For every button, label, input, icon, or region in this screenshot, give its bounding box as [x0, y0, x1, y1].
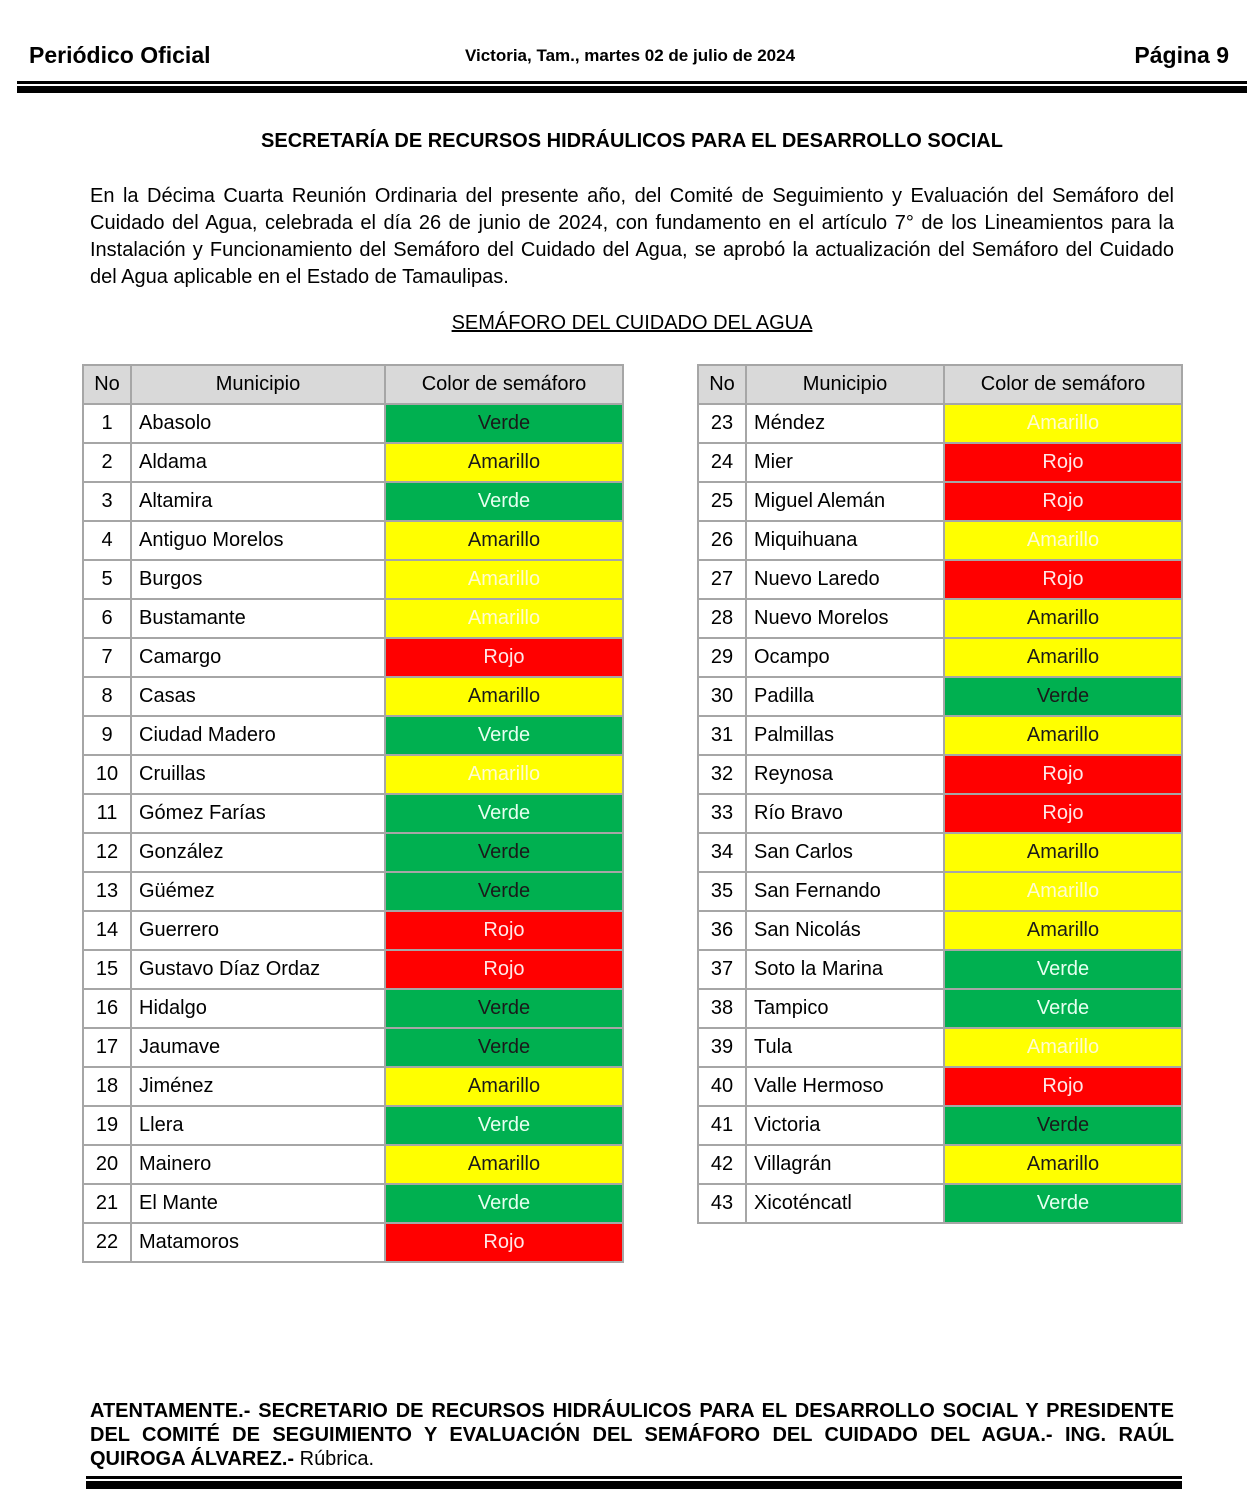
municipio-name: Xicoténcatl: [746, 1184, 944, 1223]
semaforo-color-cell: Amarillo: [944, 716, 1182, 755]
row-number: 24: [698, 443, 746, 482]
municipio-name: Camargo: [131, 638, 385, 677]
table-row: [698, 989, 1182, 1028]
municipio-name: Ciudad Madero: [131, 716, 385, 755]
municipio-name: San Fernando: [746, 872, 944, 911]
municipio-name: Padilla: [746, 677, 944, 716]
row-number: 34: [698, 833, 746, 872]
table-row: [83, 677, 623, 716]
col-header-no: No: [698, 365, 746, 404]
row-number: 41: [698, 1106, 746, 1145]
header-rule-thick: [17, 86, 1247, 93]
col-header-no: No: [83, 365, 131, 404]
table-row: [83, 872, 623, 911]
semaforo-color-cell: Verde: [385, 1184, 623, 1223]
municipio-name: González: [131, 833, 385, 872]
municipio-name: Aldama: [131, 443, 385, 482]
semaforo-color-cell: Amarillo: [385, 755, 623, 794]
municipio-name: El Mante: [131, 1184, 385, 1223]
municipio-name: San Carlos: [746, 833, 944, 872]
table-row: [83, 521, 623, 560]
table-row: [83, 950, 623, 989]
table-row: [698, 1145, 1182, 1184]
semaforo-color-cell: Rojo: [944, 1067, 1182, 1106]
table-row: [83, 599, 623, 638]
row-number: 17: [83, 1028, 131, 1067]
row-number: 13: [83, 872, 131, 911]
signature-text: ATENTAMENTE.- SECRETARIO DE RECURSOS HIDRÁULICOS PARA EL DESARROLLO SOCIAL Y PRESIDENTE DEL COMITÉ DE SEGUIMIENTO Y EVALUACIÓN DEL SEMÁFORO DEL CUIDADO DEL AGUA.- ING. RAÚL QUIROGA ÁLVAREZ.-: [90, 1400, 1174, 1470]
table-row: [83, 1106, 623, 1145]
table-row: [698, 1106, 1182, 1145]
row-number: 29: [698, 638, 746, 677]
semaforo-color-cell: Rojo: [385, 638, 623, 677]
col-header-municipio: Municipio: [746, 365, 944, 404]
row-number: 39: [698, 1028, 746, 1067]
row-number: 27: [698, 560, 746, 599]
table-header-row: [83, 365, 623, 404]
row-number: 12: [83, 833, 131, 872]
municipio-name: Casas: [131, 677, 385, 716]
semaforo-color-cell: Amarillo: [385, 443, 623, 482]
municipio-name: Altamira: [131, 482, 385, 521]
table-row: [698, 833, 1182, 872]
row-number: 43: [698, 1184, 746, 1223]
table-row: [83, 755, 623, 794]
row-number: 20: [83, 1145, 131, 1184]
publication-name: Periódico Oficial: [29, 42, 211, 68]
semaforo-color-cell: Amarillo: [385, 677, 623, 716]
row-number: 40: [698, 1067, 746, 1106]
municipio-name: San Nicolás: [746, 911, 944, 950]
row-number: 31: [698, 716, 746, 755]
semaforo-color-cell: Rojo: [944, 482, 1182, 521]
municipio-name: Matamoros: [131, 1223, 385, 1262]
row-number: 37: [698, 950, 746, 989]
table-row: [698, 950, 1182, 989]
row-number: 9: [83, 716, 131, 755]
semaforo-color-cell: Verde: [385, 794, 623, 833]
row-number: 15: [83, 950, 131, 989]
row-number: 36: [698, 911, 746, 950]
semaforo-color-cell: Verde: [385, 833, 623, 872]
semaforo-color-cell: Rojo: [944, 794, 1182, 833]
table-row: [83, 560, 623, 599]
row-number: 8: [83, 677, 131, 716]
table-row: [698, 560, 1182, 599]
row-number: 23: [698, 404, 746, 443]
row-number: 28: [698, 599, 746, 638]
row-number: 10: [83, 755, 131, 794]
semaforo-color-cell: Amarillo: [385, 599, 623, 638]
municipio-name: Burgos: [131, 560, 385, 599]
table-row: [698, 716, 1182, 755]
municipio-name: Jiménez: [131, 1067, 385, 1106]
municipio-name: Miguel Alemán: [746, 482, 944, 521]
intro-paragraph: En la Décima Cuarta Reunión Ordinaria del presente año, del Comité de Seguimiento y Evaluación del Semáforo del Cuidado del Agua, celebrada el día 26 de junio de 2024, con fundamento en el artículo 7° de los Lineamientos para la Instalación y Funcionamiento del Semáforo del Cuidado del Agua, se aprobó la actualización del Semáforo del Cuidado del Agua aplicable en el Estado de Tamaulipas.: [90, 185, 1174, 288]
footer-rule-thin: [86, 1476, 1182, 1479]
table-row: [698, 599, 1182, 638]
row-number: 16: [83, 989, 131, 1028]
row-number: 25: [698, 482, 746, 521]
table-row: [698, 1184, 1182, 1223]
semaforo-color-cell: Amarillo: [944, 404, 1182, 443]
row-number: 32: [698, 755, 746, 794]
semaforo-color-cell: Rojo: [385, 950, 623, 989]
table-row: [698, 872, 1182, 911]
table-row: [83, 404, 623, 443]
footer-rule-thick: [86, 1481, 1182, 1489]
table-row: [698, 521, 1182, 560]
semaforo-color-cell: Rojo: [944, 560, 1182, 599]
table-row: [698, 755, 1182, 794]
semaforo-color-cell: Verde: [385, 1028, 623, 1067]
municipio-name: Soto la Marina: [746, 950, 944, 989]
table-row: [83, 1223, 623, 1262]
row-number: 19: [83, 1106, 131, 1145]
municipio-name: Villagrán: [746, 1145, 944, 1184]
municipio-name: Antiguo Morelos: [131, 521, 385, 560]
table-row: [83, 833, 623, 872]
table-row: [698, 404, 1182, 443]
semaforo-table-left: [82, 364, 624, 1263]
semaforo-color-cell: Verde: [944, 989, 1182, 1028]
semaforo-color-cell: Rojo: [944, 755, 1182, 794]
municipio-name: Ocampo: [746, 638, 944, 677]
page-header: [0, 40, 1260, 70]
semaforo-color-cell: Verde: [385, 482, 623, 521]
semaforo-color-cell: Verde: [385, 716, 623, 755]
municipio-name: Abasolo: [131, 404, 385, 443]
table-row: [83, 716, 623, 755]
semaforo-color-cell: Amarillo: [944, 521, 1182, 560]
section-title: SECRETARÍA DE RECURSOS HIDRÁULICOS PARA EL DESARROLLO SOCIAL: [261, 130, 1003, 152]
municipio-name: Hidalgo: [131, 989, 385, 1028]
row-number: 3: [83, 482, 131, 521]
signature-rubrica: Rúbrica.: [294, 1448, 375, 1470]
municipio-name: Mier: [746, 443, 944, 482]
signature-block: [90, 1399, 1174, 1471]
semaforo-color-cell: Verde: [385, 1106, 623, 1145]
publication-date: Victoria, Tam., martes 02 de julio de 2024: [464, 46, 796, 65]
table-row: [698, 794, 1182, 833]
row-number: 7: [83, 638, 131, 677]
table-row: [83, 1067, 623, 1106]
semaforo-color-cell: Verde: [944, 1184, 1182, 1223]
row-number: 21: [83, 1184, 131, 1223]
semaforo-color-cell: Verde: [385, 872, 623, 911]
row-number: 30: [698, 677, 746, 716]
table-row: [83, 1145, 623, 1184]
col-header-color: Color de semáforo: [385, 365, 623, 404]
semaforo-color-cell: Amarillo: [944, 599, 1182, 638]
row-number: 1: [83, 404, 131, 443]
municipio-name: Mainero: [131, 1145, 385, 1184]
semaforo-color-cell: Amarillo: [944, 1028, 1182, 1067]
municipio-name: Bustamante: [131, 599, 385, 638]
semaforo-color-cell: Amarillo: [944, 1145, 1182, 1184]
table-title: SEMÁFORO DEL CUIDADO DEL AGUA: [451, 312, 813, 334]
semaforo-color-cell: Amarillo: [385, 1145, 623, 1184]
table-row: [83, 1028, 623, 1067]
row-number: 22: [83, 1223, 131, 1262]
semaforo-color-cell: Verde: [944, 950, 1182, 989]
municipio-name: Nuevo Morelos: [746, 599, 944, 638]
header-rule-thin: [17, 81, 1247, 84]
municipio-name: Tula: [746, 1028, 944, 1067]
row-number: 26: [698, 521, 746, 560]
row-number: 6: [83, 599, 131, 638]
table-row: [83, 1184, 623, 1223]
municipio-name: Guerrero: [131, 911, 385, 950]
semaforo-color-cell: Verde: [385, 989, 623, 1028]
semaforo-color-cell: Amarillo: [944, 638, 1182, 677]
municipio-name: Gómez Farías: [131, 794, 385, 833]
semaforo-color-cell: Verde: [944, 1106, 1182, 1145]
semaforo-color-cell: Rojo: [944, 443, 1182, 482]
semaforo-table-right: [697, 364, 1183, 1224]
row-number: 11: [83, 794, 131, 833]
row-number: 5: [83, 560, 131, 599]
semaforo-color-cell: Amarillo: [385, 1067, 623, 1106]
table-row: [83, 482, 623, 521]
row-number: 42: [698, 1145, 746, 1184]
municipio-name: Cruillas: [131, 755, 385, 794]
row-number: 18: [83, 1067, 131, 1106]
municipio-name: Victoria: [746, 1106, 944, 1145]
municipio-name: Río Bravo: [746, 794, 944, 833]
table-row: [698, 1028, 1182, 1067]
table-row: [698, 911, 1182, 950]
table-row: [83, 638, 623, 677]
table-row: [698, 443, 1182, 482]
semaforo-color-cell: Verde: [944, 677, 1182, 716]
municipio-name: Palmillas: [746, 716, 944, 755]
municipio-name: Jaumave: [131, 1028, 385, 1067]
row-number: 2: [83, 443, 131, 482]
row-number: 4: [83, 521, 131, 560]
municipio-name: Gustavo Díaz Ordaz: [131, 950, 385, 989]
municipio-name: Méndez: [746, 404, 944, 443]
table-header-row: [698, 365, 1182, 404]
table-row: [698, 482, 1182, 521]
page-number: Página 9: [1134, 42, 1229, 68]
semaforo-color-cell: Amarillo: [385, 521, 623, 560]
semaforo-color-cell: Amarillo: [944, 872, 1182, 911]
semaforo-color-cell: Rojo: [385, 1223, 623, 1262]
row-number: 33: [698, 794, 746, 833]
municipio-name: Nuevo Laredo: [746, 560, 944, 599]
col-header-municipio: Municipio: [131, 365, 385, 404]
semaforo-color-cell: Amarillo: [944, 833, 1182, 872]
municipio-name: Reynosa: [746, 755, 944, 794]
table-row: [698, 638, 1182, 677]
row-number: 35: [698, 872, 746, 911]
table-row: [83, 989, 623, 1028]
row-number: 14: [83, 911, 131, 950]
table-row: [83, 911, 623, 950]
municipio-name: Valle Hermoso: [746, 1067, 944, 1106]
municipio-name: Llera: [131, 1106, 385, 1145]
municipio-name: Güémez: [131, 872, 385, 911]
row-number: 38: [698, 989, 746, 1028]
municipio-name: Miquihuana: [746, 521, 944, 560]
semaforo-color-cell: Amarillo: [385, 560, 623, 599]
table-row: [83, 794, 623, 833]
table-row: [698, 677, 1182, 716]
table-row: [83, 443, 623, 482]
semaforo-color-cell: Rojo: [385, 911, 623, 950]
semaforo-color-cell: Amarillo: [944, 911, 1182, 950]
col-header-color: Color de semáforo: [944, 365, 1182, 404]
municipio-name: Tampico: [746, 989, 944, 1028]
table-row: [698, 1067, 1182, 1106]
semaforo-color-cell: Verde: [385, 404, 623, 443]
